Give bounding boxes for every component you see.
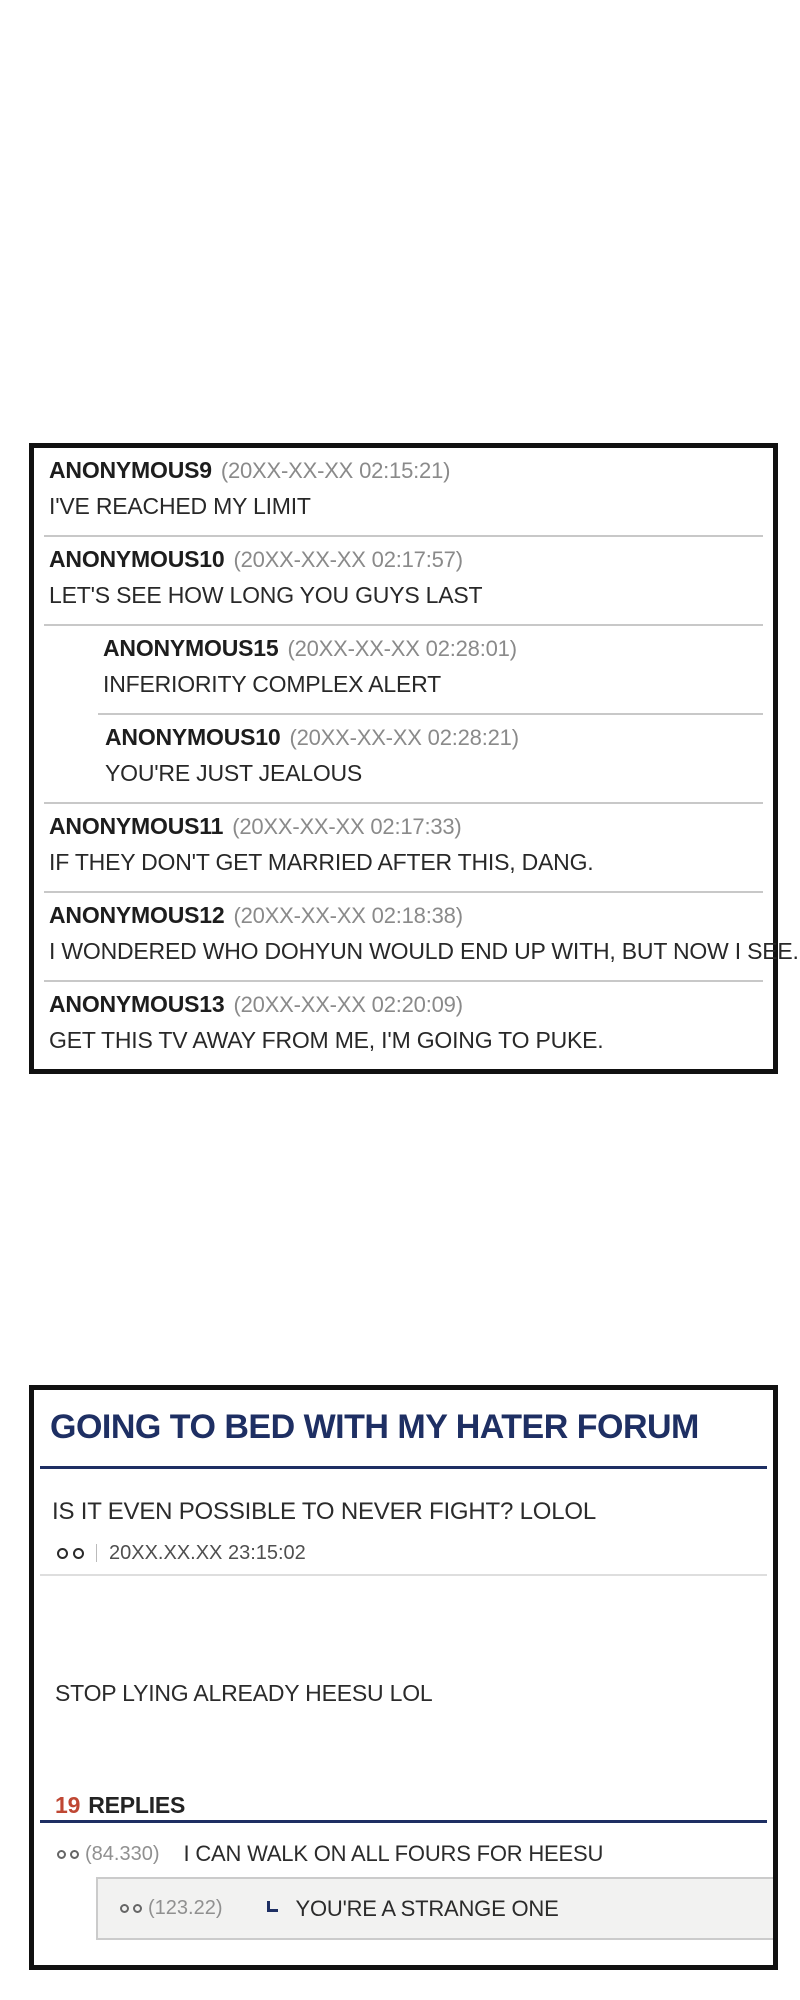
post-header-divider (40, 1574, 767, 1576)
meta-separator (96, 1544, 97, 1562)
replies-count: 19 (55, 1792, 81, 1818)
nested-reply-item[interactable] (96, 1877, 773, 1940)
anonymous-icon (133, 1904, 142, 1913)
comment-text: I WONDERED WHO DOHYUN WOULD END UP WITH, BUT NOW I SEE. (49, 938, 799, 964)
commenter-name: ANONYMOUS9 (49, 457, 212, 483)
comment-text: YOU'RE JUST JEALOUS (105, 760, 363, 786)
commenter-name: ANONYMOUS10 (49, 546, 225, 572)
comment-timestamp: (20XX-XX-XX 02:18:38) (233, 903, 463, 928)
comment-header (103, 636, 758, 661)
reply-item[interactable] (57, 1823, 761, 1865)
replies-header (55, 1792, 755, 1818)
comment-header (49, 458, 758, 483)
anonymous-icon (57, 1850, 66, 1859)
comment-entry (44, 982, 763, 1069)
comment-header (49, 547, 758, 572)
title-divider (40, 1466, 767, 1469)
reply-user-id: (84.330) (85, 1842, 160, 1865)
post-title[interactable]: IS IT EVEN POSSIBLE TO NEVER FIGHT? LOLOL (52, 1498, 596, 1525)
post-body: STOP LYING ALREADY HEESU LOL (55, 1680, 433, 1706)
comment-header (105, 725, 758, 750)
commenter-name: ANONYMOUS11 (49, 813, 224, 839)
comment-text: IF THEY DON'T GET MARRIED AFTER THIS, DANG. (49, 849, 594, 875)
forum-title: GOING TO BED WITH MY HATER FORUM (50, 1408, 699, 1446)
comment-timestamp: (20XX-XX-XX 02:17:33) (232, 814, 462, 839)
comment-header (49, 992, 758, 1017)
comment-timestamp: (20XX-XX-XX 02:28:21) (289, 725, 519, 750)
comment-timestamp: (20XX-XX-XX 02:17:57) (233, 547, 463, 572)
comment-entry (44, 537, 763, 626)
anonymous-icon (73, 1548, 84, 1559)
comment-header (49, 903, 758, 928)
anonymous-icon (70, 1850, 79, 1859)
reply-text: I CAN WALK ON ALL FOURS FOR HEESU (183, 1841, 604, 1866)
comment-entry (44, 893, 799, 982)
forum-panel (29, 1385, 778, 1970)
anonymous-icon (57, 1548, 68, 1559)
comment-text: INFERIORITY COMPLEX ALERT (103, 671, 441, 697)
comment-text: LET'S SEE HOW LONG YOU GUYS LAST (49, 582, 483, 608)
post-meta-row (57, 1542, 755, 1564)
comment-text: I'VE REACHED MY LIMIT (49, 493, 311, 519)
reply-text: YOU'RE A STRANGE ONE (295, 1895, 559, 1921)
comment-header (49, 814, 758, 839)
reply-corner-arrow-icon (267, 1901, 278, 1912)
comment-timestamp: (20XX-XX-XX 02:20:09) (233, 992, 463, 1017)
replies-label: REPLIES (88, 1792, 186, 1818)
comment-text: GET THIS TV AWAY FROM ME, I'M GOING TO PUKE. (49, 1027, 604, 1053)
comment-timestamp: (20XX-XX-XX 02:15:21) (220, 458, 451, 483)
comment-board (29, 443, 799, 1074)
anonymous-icon (120, 1904, 129, 1913)
reply-user-id: (123.22) (148, 1897, 223, 1919)
post-timestamp: 20XX.XX.XX 23:15:02 (109, 1541, 306, 1564)
comment-timestamp: (20XX-XX-XX 02:28:01) (287, 636, 517, 661)
panel-bottom-padding (34, 1940, 773, 1965)
comment-entry-reply (98, 626, 763, 715)
comment-entry (44, 448, 763, 537)
commenter-name: ANONYMOUS15 (103, 635, 279, 661)
comment-entry (44, 804, 763, 893)
commenter-name: ANONYMOUS12 (49, 902, 225, 928)
commenter-name: ANONYMOUS13 (49, 991, 225, 1017)
comment-entry-reply (44, 715, 763, 804)
commenter-name: ANONYMOUS10 (105, 724, 281, 750)
